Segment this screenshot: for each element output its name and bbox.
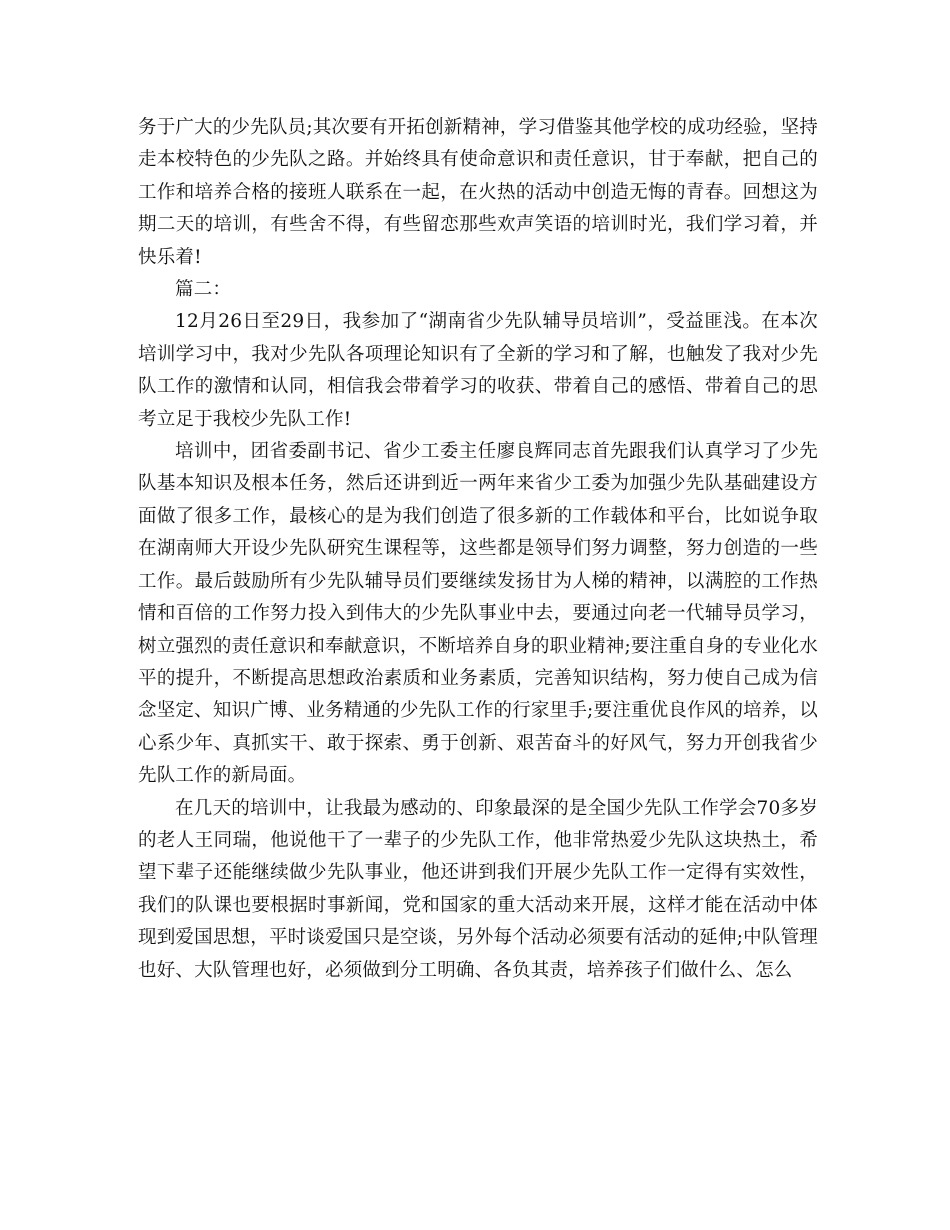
paragraph-impression: 在几天的培训中，让我最为感动的、印象最深的是全国少先队工作学会70多岁的老人王同瑞，他说他干了一辈子的少先队工作，他非常热爱少先队这块热土，希望下辈子还能继续做少先队事业，他还讲到我们开展少先队工作一定得有实效性，我们的队课也要根据时事新闻，党和国家的重大活动来开展，这样才能在活动中体现到爱国思想，平时谈爱国只是空谈，另外每个活动必须要有活动的延伸;中队管理也好、大队管理也好，必须做到分工明确、各负其责，培养孩子们做什么、怎么 [138,797,818,981]
paragraph-training: 培训中，团省委副书记、省少工委主任廖良辉同志首先跟我们认真学习了少先队基本知识及根本任务，然后还讲到近一两年来省少工委为加强少先队基础建设方面做了很多工作，最核心的是为我们创造了很多新的工作载体和平台，比如说争取在湖南师大开设少先队研究生课程等，这些都是领导们努力调整，努力创造的一些工作。最后鼓励所有少先队辅导员们要继续发扬甘为人梯的精神，以满腔的工作热情和百倍的工作努力投入到伟大的少先队事业中去，要通过向老一代辅导员学习，树立强烈的责任意识和奉献意识，不断培养自身的职业精神;要注重自身的专业化水平的提升，不断提高思想政治素质和业务素质，完善知识结构，努力使自己成为信念坚定、知识广博、业务精通的少先队工作的行家里手;要注重优良作风的培养，以心系少年、真抓实干、敢于探索、勇于创新、艰苦奋斗的好风气，努力开创我省少先队工作的新局面。 [138,441,818,787]
document-page [138,112,818,987]
section-heading: 篇二： [175,279,232,301]
paragraph-intro: 12月26日至29日，我参加了“湖南省少先队辅导员培训”，受益匪浅。在本次培训学习中，我对少先队各项理论知识有了全新的学习和了解，也触发了我对少先队工作的激情和认同，相信我会带着学习的收获、带着自己的感悟、带着自己的思考立足于我校少先队工作! [138,311,818,430]
paragraph-continuation: 务于广大的少先队员;其次要有开拓创新精神，学习借鉴其他学校的成功经验，坚持走本校特色的少先队之路。并始终具有使命意识和责任意识，甘于奉献，把自己的工作和培养合格的接班人联系在一起，在火热的活动中创造无悔的青春。回想这为期二天的培训，有些舍不得，有些留恋那些欢声笑语的培训时光，我们学习着，并快乐着! [138,117,818,268]
